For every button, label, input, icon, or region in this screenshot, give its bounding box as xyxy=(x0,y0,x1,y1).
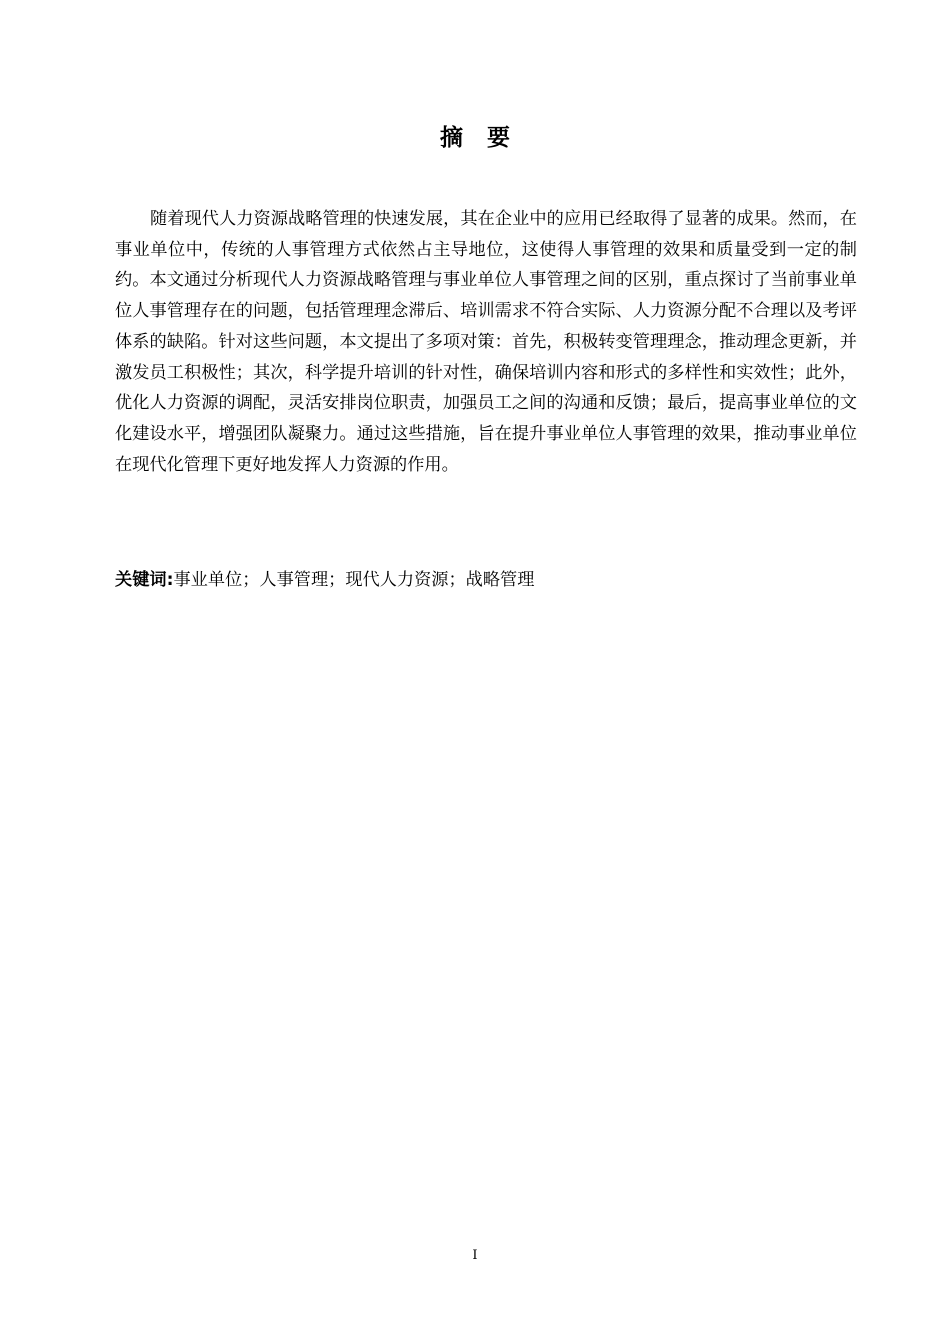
page-title: 摘要 xyxy=(440,125,534,151)
keywords-text: 事业单位；人事管理；现代人力资源；战略管理 xyxy=(173,570,535,590)
keywords-line xyxy=(115,565,857,595)
keywords-label: 关键词: xyxy=(115,570,174,590)
page-number: I xyxy=(472,1248,478,1263)
abstract-paragraph: 随着现代人力资源战略管理的快速发展，其在企业中的应用已经取得了显著的成果。然而，在事业单位中，传统的人事管理方式依然占主导地位，这使得人事管理的效果和质量受到一定的制约。本文通过分析现代人力资源战略管理与事业单位人事管理之间的区别，重点探讨了当前事业单位人事管理存在的问题，包括管理理念滞后、培训需求不符合实际、人力资源分配不合理以及考评体系的缺陷。针对这些问题，本文提出了多项对策：首先，积极转变管理理念，推动理念更新，并激发员工积极性；其次，科学提升培训的针对性，确保培训内容和形式的多样性和实效性；此外，优化人力资源的调配，灵活安排岗位职责，加强员工之间的沟通和反馈；最后，提高事业单位的文化建设水平，增强团队凝聚力。通过这些措施，旨在提升事业单位人事管理的效果，推动事业单位在现代化管理下更好地发挥人力资源的作用。 xyxy=(115,209,857,475)
